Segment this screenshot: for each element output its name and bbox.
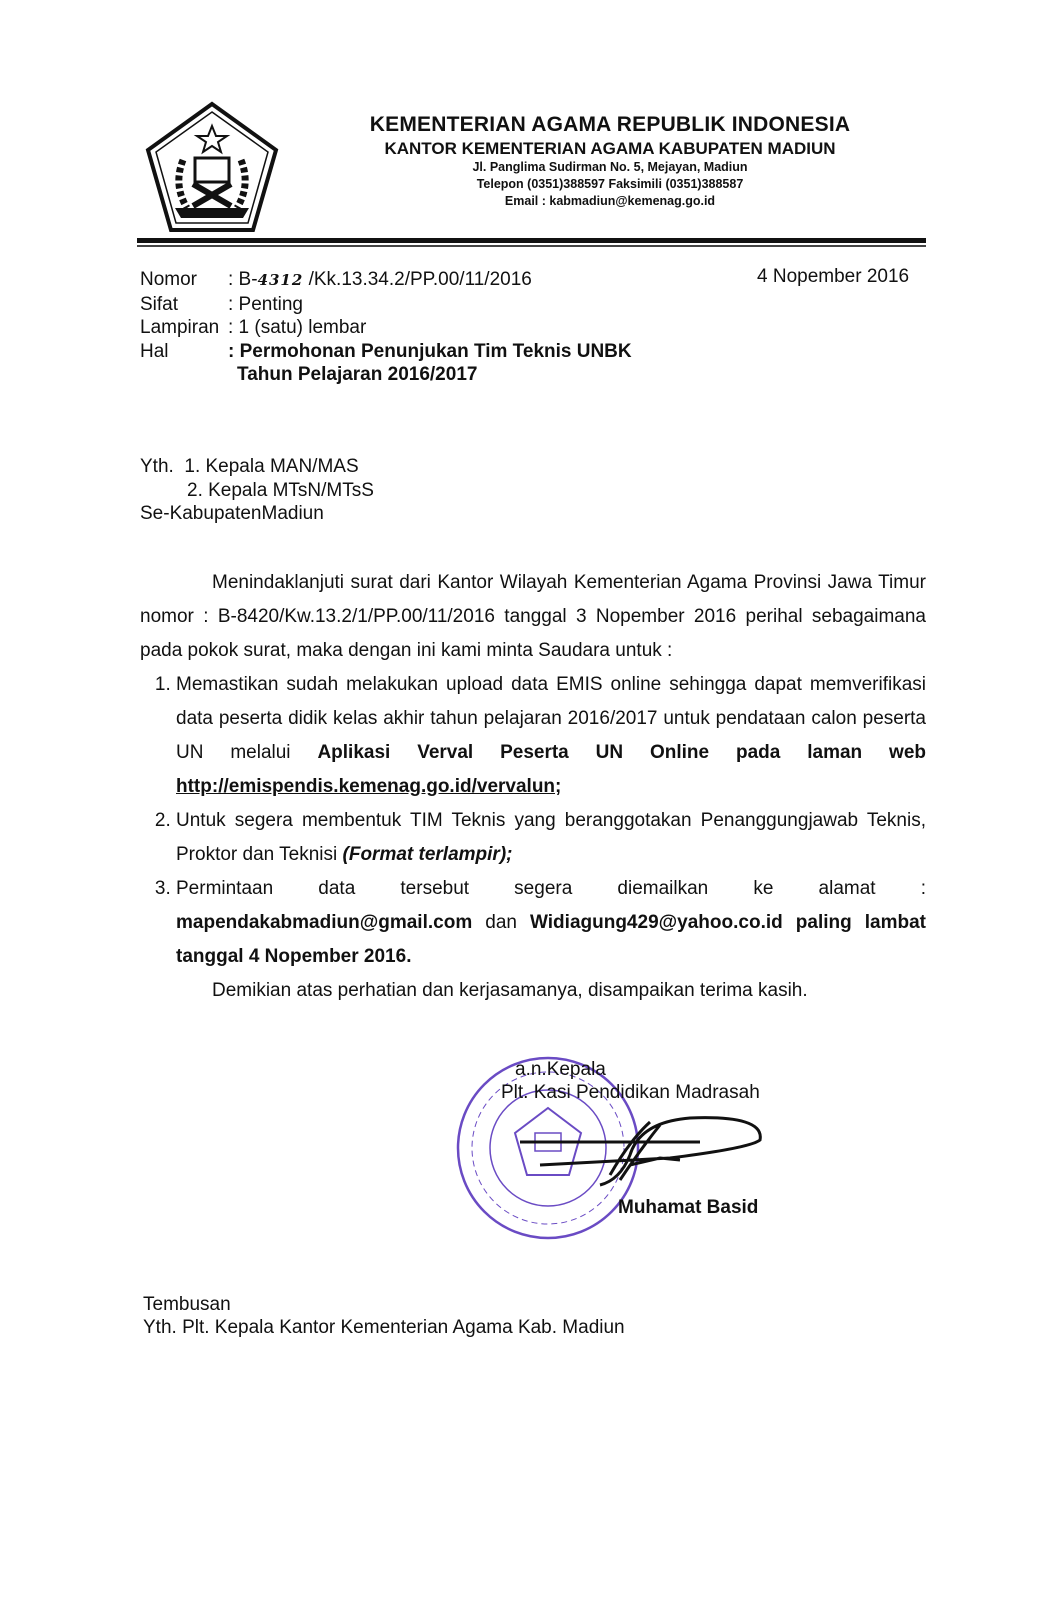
nomor-handwritten: 4312 xyxy=(257,271,304,289)
list-item xyxy=(176,668,926,804)
hal-value xyxy=(228,340,632,387)
cc-recipient: Yth. Plt. Kepala Kantor Kementerian Agama Kab. Madiun xyxy=(143,1317,625,1338)
recipient-2: 2. Kepala MTsN/MTsS xyxy=(187,479,374,501)
vervalun-link[interactable]: http://emispendis.kemenag.go.id/vervalun xyxy=(176,776,556,797)
lampiran-value: : 1 (satu) lembar xyxy=(228,317,367,338)
office-address: Jl. Panglima Sudirman No. 5, Mejayan, Madiun xyxy=(472,160,748,174)
signature-section xyxy=(140,1058,926,1248)
on-behalf-label: a.n.Kepala xyxy=(515,1059,606,1080)
handwritten-signature xyxy=(520,1110,780,1190)
item2-text: Untuk segera membentuk TIM Teknis yang beranggotakan Penanggungjawab Teknis, Proktor dan Teknisi xyxy=(176,810,926,865)
letterhead xyxy=(290,113,930,210)
letter-body xyxy=(140,566,926,1008)
item3-text: Permintaan data tersebut segera diemailkan ke alamat : xyxy=(176,878,926,899)
nomor-value xyxy=(228,268,632,293)
hal-line-2: Tahun Pelajaran 2016/2017 xyxy=(237,364,478,385)
cc-label: Tembusan xyxy=(143,1294,231,1315)
hal-label: Hal xyxy=(140,340,169,362)
letter-meta xyxy=(140,268,632,387)
letter-content xyxy=(140,566,926,1339)
hal-line-1: : Permohonan Penunjukan Tim Teknis UNBK xyxy=(228,340,632,362)
list-item xyxy=(176,872,926,974)
recipient-1: 1. Kepala MAN/MAS xyxy=(184,456,359,477)
item3-and: dan xyxy=(472,912,531,933)
nomor-prefix: : B- xyxy=(228,269,258,290)
ministry-logo xyxy=(145,100,280,235)
letterhead-rule xyxy=(137,238,926,243)
item1-bold: Aplikasi Verval Peserta UN Online pada laman web xyxy=(317,742,926,763)
recipient-area: Se-KabupatenMadiun xyxy=(140,503,324,524)
item1-end: ; xyxy=(555,776,562,797)
email-2[interactable]: Widiagung429@yahoo.co.id xyxy=(530,912,783,933)
sifat-value: : Penting xyxy=(228,293,303,315)
item2-italic: (Format terlampir); xyxy=(342,844,513,865)
ministry-name: KEMENTERIAN AGAMA REPUBLIK INDONESIA xyxy=(369,113,851,136)
office-email: Email : kabmadiun@kemenag.go.id xyxy=(504,194,716,208)
signature-block xyxy=(501,1058,760,1104)
signer-name: Muhamat Basid xyxy=(618,1197,759,1218)
sifat-label: Sifat xyxy=(140,293,179,315)
item1-text: Memastikan sudah melakukan upload data EMIS online sehingga dapat memverifikasi data peserta didik kelas akhir tahun pelajaran 2016/2017 untuk pendataan calon peserta UN melalui xyxy=(176,674,926,763)
recipients xyxy=(140,455,374,526)
deadline: paling lambat tanggal 4 Nopember 2016. xyxy=(176,912,926,967)
request-list xyxy=(140,668,926,974)
email-1[interactable]: mapendakabmadiun@gmail.com xyxy=(176,912,473,933)
lampiran-label: Lampiran xyxy=(140,317,220,338)
carbon-copy xyxy=(140,1293,926,1339)
closing-paragraph: Demikian atas perhatian dan kerjasamanya, disampaikan terima kasih. xyxy=(212,980,808,1001)
list-item xyxy=(176,804,926,872)
intro-paragraph: Menindaklanjuti surat dari Kantor Wilayah Kementerian Agama Provinsi Jawa Timur nomor : B-8420/Kw.13.2/1/PP.00/11/2016 tanggal 3 Nopember 2016 perihal sebagaimana pada pokok surat, maka dengan ini kami minta Saudara untuk : xyxy=(140,572,926,661)
letter-date: 4 Nopember 2016 xyxy=(757,266,910,287)
nomor-label: Nomor xyxy=(140,269,198,290)
yth-label: Yth. xyxy=(140,456,174,477)
nomor-suffix: /Kk.13.34.2/PP.00/11/2016 xyxy=(303,269,532,290)
letterhead-rule-thin xyxy=(137,245,926,247)
office-phone: Telepon (0351)388597 Faksimili (0351)388587 xyxy=(476,177,744,191)
signer-position: Plt. Kasi Pendidikan Madrasah xyxy=(501,1082,760,1103)
office-name: KANTOR KEMENTERIAN AGAMA KABUPATEN MADIUN xyxy=(384,139,836,158)
